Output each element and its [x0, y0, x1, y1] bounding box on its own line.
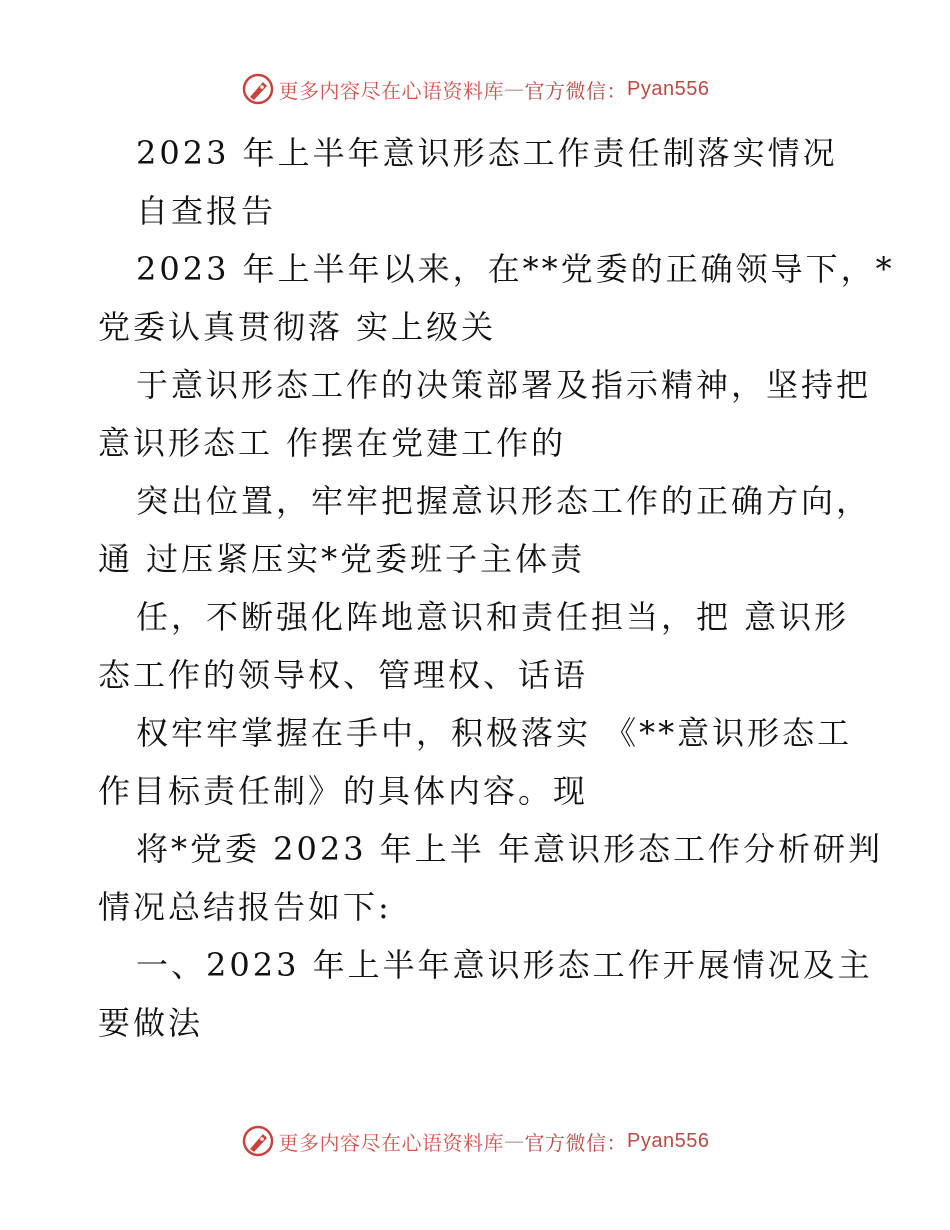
body-text-line: 将*党委 2023 年上半 年意识形态工作分析研判 — [136, 830, 883, 868]
pen-nib-logo-icon — [241, 72, 275, 106]
body-text-line: 通 过压紧压实*党委班子主体责 — [98, 540, 586, 578]
document-body — [98, 124, 895, 1052]
body-text-line: 党委认真贯彻落 实上级关 — [98, 308, 497, 346]
body-text-line: 任，不断强化阵地意识和责任担当，把 意识形 — [136, 598, 850, 636]
watermark-wechat-id: Pyan556 — [627, 1129, 710, 1152]
body-text-line: 2023 年上半年以来，在**党委的正确领导下，* — [136, 250, 895, 288]
report-title-line-1: 2023 年上半年意识形态工作责任制落实情况 — [136, 134, 838, 172]
watermark-wechat-id: Pyan556 — [627, 77, 710, 100]
watermark-site-text: 更多内容尽在心语资料库 — [278, 78, 505, 103]
body-text-line: 于意识形态工作的决策部署及指示精神，坚持把 — [136, 366, 872, 404]
body-text-line: 权牢牢掌握在手中，积极落实 《**意识形态工 — [136, 714, 853, 752]
section-heading-line-2: 要做法 — [98, 1004, 204, 1042]
footer-watermark — [0, 1124, 950, 1158]
section-heading-line-1: 一、2023 年上半年意识形态工作开展情况及主 — [136, 946, 873, 984]
body-text-line: 意识形态工 作摆在党建工作的 — [98, 424, 567, 462]
watermark-official-label: 官方微信： — [524, 1130, 628, 1155]
body-text-line: 突出位置，牢牢把握意识形态工作的正确方向， — [136, 482, 872, 520]
pen-nib-logo-icon — [241, 1124, 275, 1158]
watermark-site-text: 更多内容尽在心语资料库 — [278, 1130, 505, 1155]
body-text-line: 作目标责任制》的具体内容。现 — [98, 772, 589, 810]
body-text-line: 情况总结报告如下: — [98, 888, 392, 926]
watermark-dash: — — [504, 1129, 525, 1153]
body-text-line: 态工作的领导权、管理权、话语 — [98, 656, 589, 694]
watermark-dash: — — [504, 77, 525, 101]
watermark-official-label: 官方微信： — [524, 78, 628, 103]
header-watermark — [0, 72, 950, 106]
report-title-line-2: 自查报告 — [136, 192, 277, 230]
